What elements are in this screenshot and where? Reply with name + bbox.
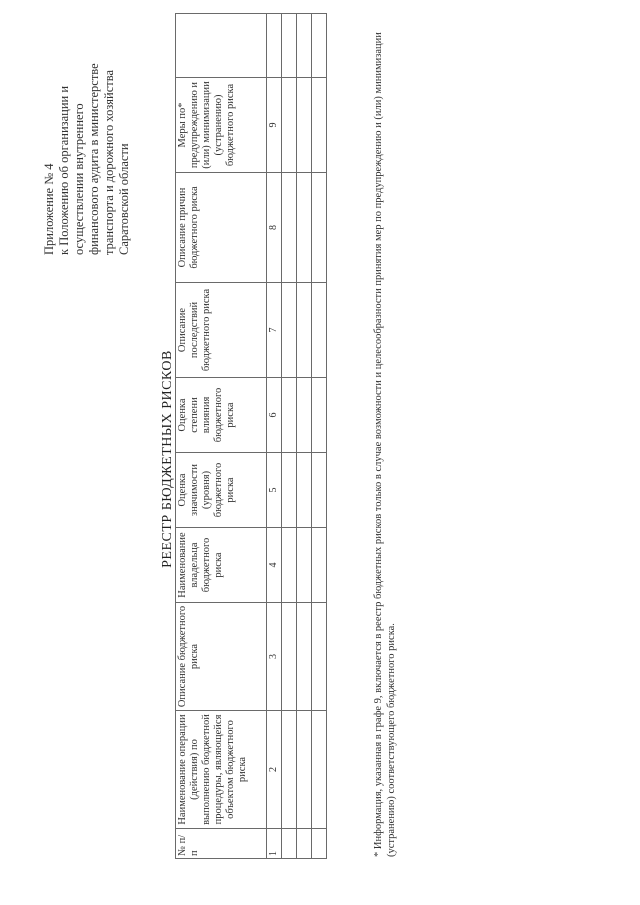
column-number: 4 [267,528,282,603]
table-cell [297,453,312,528]
table-cell [282,78,297,173]
appendix-header [42,25,132,255]
column-number: 5 [267,453,282,528]
table-cell [297,603,312,711]
table-cell [282,173,297,283]
table-cell [282,603,297,711]
table-row [282,14,297,859]
column-number: 6 [267,378,282,453]
appendix-line: осуществлении внутреннего [72,103,86,255]
table-cell [312,603,327,711]
table-cell [282,711,297,829]
appendix-line: к Положению об организации и [57,85,71,255]
table-cell [312,711,327,829]
table-cell [297,14,312,78]
column-number: 8 [267,173,282,283]
table-cell [297,283,312,378]
table-cell [297,78,312,173]
table-header-row [176,14,267,859]
table-cell [282,14,297,78]
column-number: 2 [267,711,282,829]
table-cell [312,528,327,603]
table-cell [297,711,312,829]
table-cell [312,14,327,78]
appendix-line: транспорта и дорожного хозяйства [102,69,116,255]
table-cell-empty [267,14,282,78]
table-cell [297,829,312,859]
header-cell-operation: Наименование операции (действия) по выполнению бюджетной процедуры, являющейся объектом бюджетного риска [176,711,267,829]
table-row [312,14,327,859]
column-number: 3 [267,603,282,711]
column-number: 9 [267,78,282,173]
footnote: * Информация, указанная в графе 9, включается в реестр бюджетных рисков только в случае возможности и целесообразности принятия мер по предупреждению и (или) минимизации (устранению) соответствующего бюджетного риска. [373,32,397,857]
table-cell [312,378,327,453]
table-cell [312,453,327,528]
header-cell-impact-degree: Оценка степени влияния бюджетного риска [176,378,267,453]
table-cell [312,78,327,173]
table-row [297,14,312,859]
appendix-line: Приложение № 4 [42,163,56,255]
header-cell-consequences: Описание последствий бюджетного риска [176,283,267,378]
page-title: РЕЕСТР БЮДЖЕТНЫХ РИСКОВ [160,350,175,568]
header-cell-significance: Оценка значимости (уровня) бюджетного риска [176,453,267,528]
column-number: 1 [267,829,282,859]
table-cell [297,528,312,603]
table-cell [312,829,327,859]
table-cell [282,378,297,453]
header-cell-causes: Описание причин бюджетного риска [176,173,267,283]
budget-risk-register-table [175,13,327,859]
appendix-line: Саратовской области [117,143,131,255]
header-cell-risk-owner: Наименование владельца бюджетного риска [176,528,267,603]
header-cell-measures: Меры по* предупреждению и (или) минимизации (устранению) бюджетного риска [176,78,267,173]
header-cell-risk-description: Описание бюджетного риска [176,603,267,711]
table-cell [297,173,312,283]
table-cell [282,283,297,378]
table-cell [282,453,297,528]
table-cell [312,173,327,283]
table-cell [297,378,312,453]
appendix-line: финансового аудита в министерстве [87,63,101,255]
table-cell [282,528,297,603]
table-cell [312,283,327,378]
header-cell-number: № п/п [176,829,267,859]
table-cell [282,829,297,859]
column-number: 7 [267,283,282,378]
header-cell-empty [176,14,267,78]
table-number-row [267,14,282,859]
